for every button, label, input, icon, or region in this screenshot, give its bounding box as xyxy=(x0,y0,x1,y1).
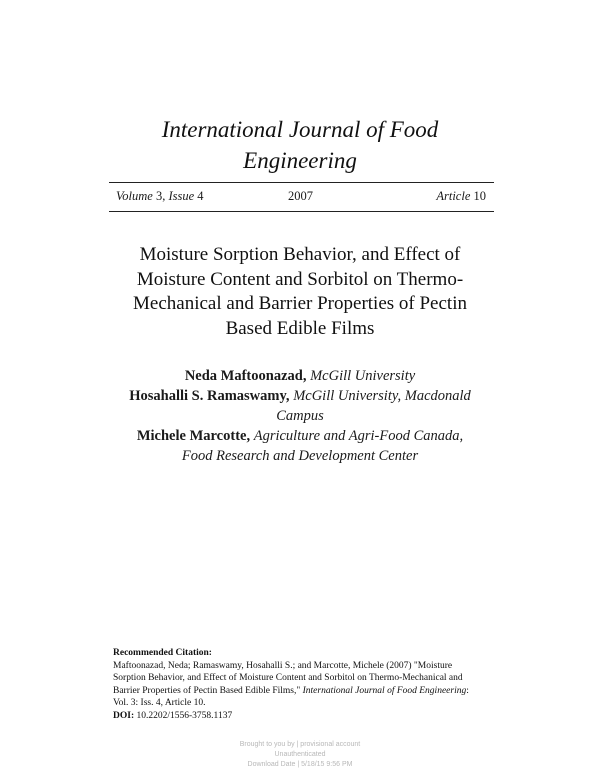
issue-number: 4 xyxy=(197,189,204,203)
doi-label: DOI: xyxy=(113,710,135,721)
journal-title xyxy=(100,114,500,176)
issue-label: Issue xyxy=(168,189,195,203)
volume-number: 3 xyxy=(155,189,163,203)
author-name[interactable]: Hosahalli S. Ramaswamy, xyxy=(129,388,290,404)
citation-heading: Recommended Citation: xyxy=(113,648,212,658)
recommended-citation xyxy=(113,647,493,722)
header-rule-bottom xyxy=(109,211,494,212)
article-title-line: Based Edible Films xyxy=(225,317,375,339)
author-affiliation-cont-text: Food Research and Development Center xyxy=(181,448,419,464)
journal-title-line2: Engineering xyxy=(243,148,357,173)
author-line xyxy=(90,366,510,386)
citation-line xyxy=(113,685,493,698)
watermark-line: Unauthenticated xyxy=(274,751,326,758)
author-name[interactable]: Michele Marcotte, xyxy=(136,428,251,444)
watermark-line: Brought to you by | provisional account xyxy=(239,741,361,748)
volume-issue: Volume 3, Issue 4 xyxy=(116,189,204,203)
article-label: Article xyxy=(436,189,471,203)
citation-line3-prefix: Barrier Properties of Pectin Based Edible Films," xyxy=(113,685,303,696)
author-line xyxy=(90,426,510,446)
download-watermark xyxy=(150,740,450,770)
citation-journal-link[interactable]: International Journal of Food Engineering xyxy=(302,685,467,696)
watermark-line: Download Date | 5/18/15 9:56 PM xyxy=(247,761,353,768)
author-affiliation-cont xyxy=(90,446,510,466)
citation-line3-suffix: : xyxy=(466,685,469,696)
volume-issue-row xyxy=(116,187,486,205)
author-list xyxy=(90,366,510,466)
citation-line: Sorption Behavior, and Effect of Moisture Content and Sorbitol on Thermo-Mechanical and xyxy=(113,673,463,683)
volume-label: Volume xyxy=(116,189,153,203)
citation-line: Maftoonazad, Neda; Ramaswamy, Hosahalli S.; and Marcotte, Michele (2007) "Moisture xyxy=(113,660,453,671)
publication-year: 2007 xyxy=(288,189,313,203)
header-rule-top xyxy=(109,182,494,183)
author-affiliation: Agriculture and Agri-Food Canada, xyxy=(253,428,464,444)
author-affiliation: McGill University, Macdonald xyxy=(293,388,471,404)
author-affiliation-cont-text: Campus xyxy=(276,408,324,424)
article-title xyxy=(100,243,500,341)
author-affiliation: McGill University xyxy=(310,368,416,384)
journal-title-line1: International Journal of Food xyxy=(161,117,439,142)
author-affiliation-cont xyxy=(90,406,510,426)
doi-link[interactable]: 10.2202/1556-3758.1137 xyxy=(134,710,233,721)
citation-line: Vol. 3: Iss. 4, Article 10. xyxy=(113,698,206,708)
article-number-block xyxy=(436,187,486,205)
article-number: 10 xyxy=(473,189,486,203)
article-title-line: Mechanical and Barrier Properties of Pectin xyxy=(133,293,467,314)
article-title-line: Moisture Sorption Behavior, and Effect of xyxy=(139,244,461,265)
citation-doi xyxy=(113,710,493,723)
article-title-line: Moisture Content and Sorbitol on Thermo- xyxy=(136,268,464,290)
author-line xyxy=(90,386,510,406)
author-name[interactable]: Neda Maftoonazad, xyxy=(184,368,307,384)
